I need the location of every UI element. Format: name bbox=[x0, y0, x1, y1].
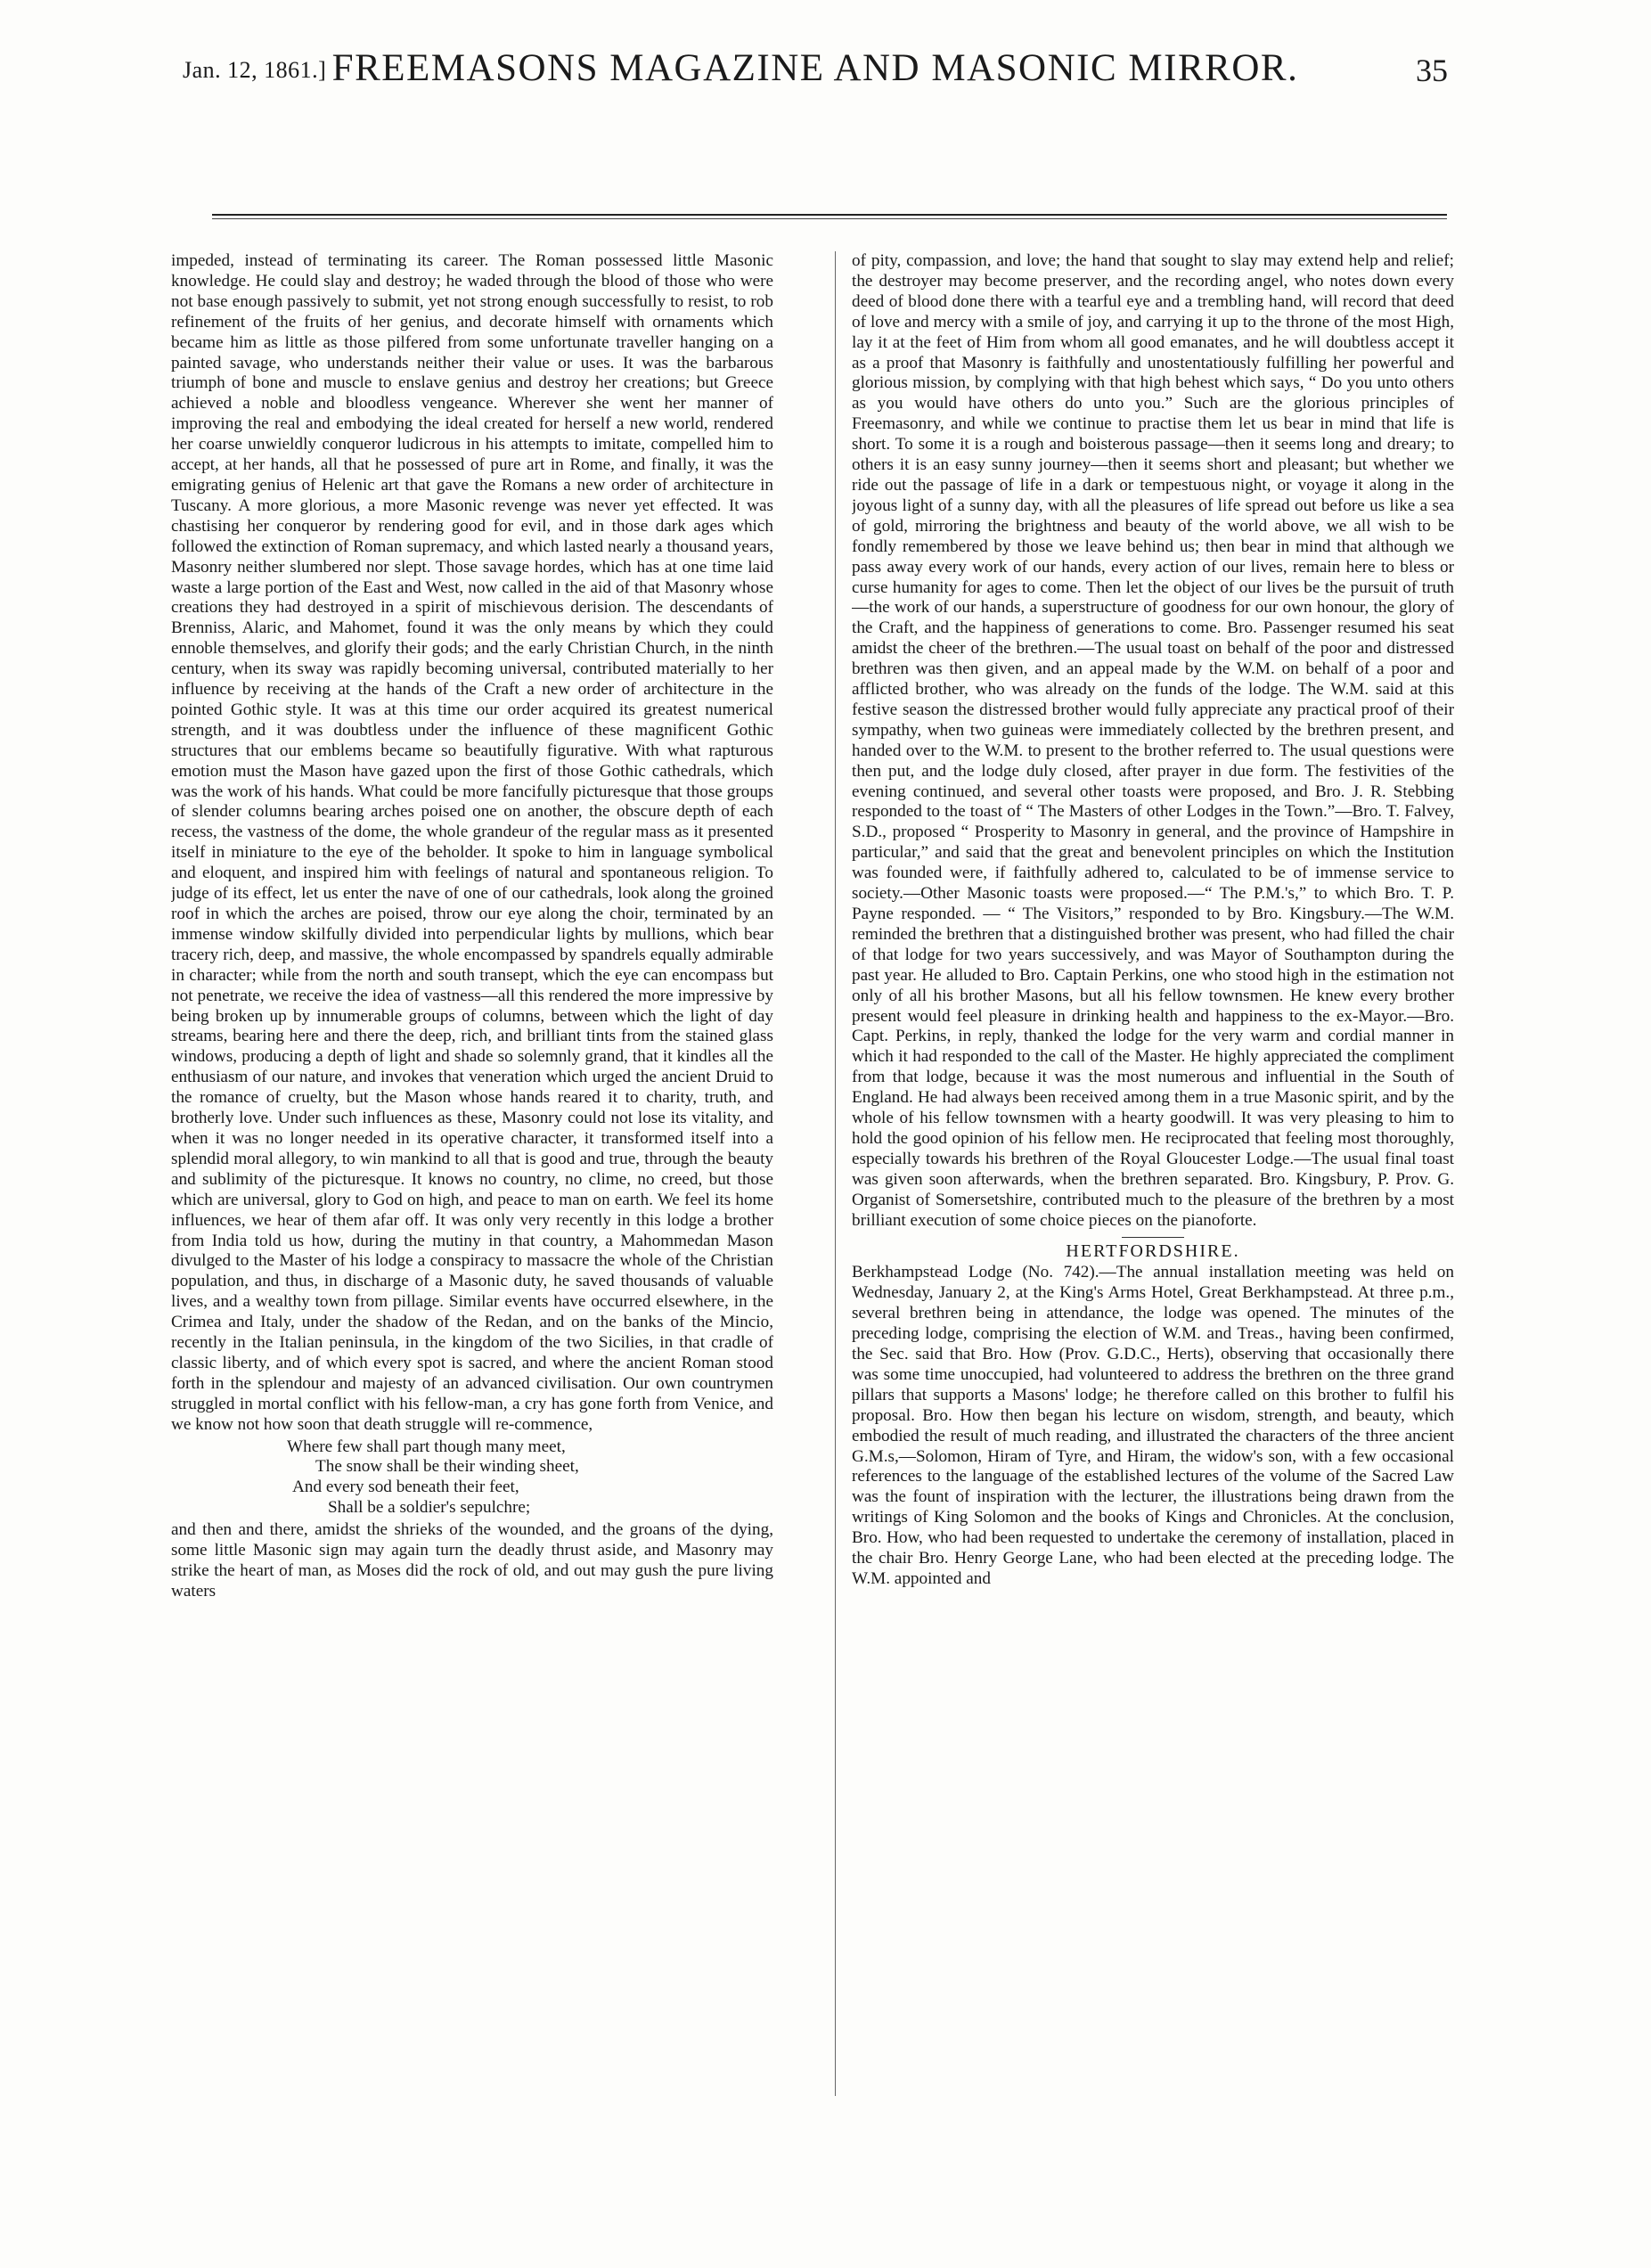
column-divider bbox=[835, 251, 836, 2096]
header-rule-thin bbox=[212, 218, 1447, 219]
section-heading: HERTFORDSHIRE. bbox=[1066, 1240, 1240, 1261]
page-number: 35 bbox=[1416, 53, 1448, 88]
magazine-title: FREEMASONS MAGAZINE AND MASONIC MIRROR. bbox=[331, 47, 1299, 89]
poem-quote bbox=[171, 1437, 773, 1519]
lodge-report-paragraph: Berkhampstead Lodge (No. 742).—The annual installation meeting was held on Wednesday, January 2, at the King's Arms Hotel, Great Berkhampstead. At three p.m., several brethren being in attendance, the lodge was opened. The minutes of the preceding lodge, comprising the election of W.M. and Treas., having been confirmed, the Sec. said that Bro. How (Prov. G.D.C., Herts), observing that occasionally there was some time unoccupied, had volunteered to address the brethren on the three grand pillars that supports a Masons' lodge; he therefore called on this brother to fulfil his proposal. Bro. How then began his lecture on wisdom, strength, and beauty, which embodied the result of much reading, and illustrated the characters of the three ancient G.M.s,—Solomon, Hiram of Tyre, and Hiram, the widow's son, with a few occasional references to the language of the established lectures of the volume of the Sacred Law was the fount of inspiration with the lecturer, the illustrations being drawn from the writings of King Solomon and the books of Kings and Chronicles. At the conclusion, Bro. How, who had been requested to undertake the ceremony of installation, placed in the chair Bro. Henry George Lane, who had been elected at the preceding lodge. The W.M. appointed and bbox=[852, 1263, 1454, 1588]
header-rule bbox=[212, 214, 1447, 216]
poem-line: Where few shall part though many meet, bbox=[287, 1437, 566, 1456]
left-column bbox=[171, 251, 773, 2096]
page-header bbox=[183, 46, 1448, 100]
section-divider bbox=[1122, 1237, 1184, 1238]
poem-line: The snow shall be their winding sheet, bbox=[315, 1457, 579, 1477]
poem-line: Shall be a soldier's sepulchre; bbox=[328, 1498, 531, 1518]
right-column bbox=[852, 251, 1454, 2096]
article-paragraph: of pity, compassion, and love; the hand that sought to slay may extend help and relief; the destroyer may become preserver, and the recording angel, who notes down every deed of blood done there with a tearful eye and a trembling hand, will record that deed of love and mercy with a smile of joy, and carrying it up to the throne of the most High, lay it at the feet of Him from whom all good emanates, and he will doubtless accept it as a proof that Masonry is faithfully and unostentatiously fulfilling her powerful and glorious mission, by complying with that high behest which says, “ Do you unto others as you would have others do unto you.” Such are the glorious principles of Freemasonry, and while we continue to practise them let us bear in mind that life is short. To some it is a rough and boisterous passage—then it seems long and dreary; to others it is an easy sunny journey—then it seems short and pleasant; but whether we ride out the passage of life in a dark or tempestuous night, or voyage it along in the joyous light of a sunny day, with all the pleasures of life spread out before us like a sea of gold, mirroring the brightness and beauty of the world above, we all wish to be fondly remembered by those we leave behind us; then bear in mind that although we pass away every work of our hands, every action of our lives, remain here to bless or curse humanity for ages to come. Then let the object of our lives be the pursuit of truth—the work of our hands, a superstructure of goodness for our own honour, the glory of the Craft, and the happiness of generations to come. Bro. Passenger resumed his seat amidst the cheer of the brethren.—The usual toast on behalf of the poor and distressed brethren was then given, and an appeal made by the W.M. on behalf of a poor and afflicted brother, who was already on the funds of the lodge. The W.M. said at this festive season the distressed brother would fully appreciate any practical proof of their sympathy, when two guineas were immediately collected by the brethren present, and handed over to the W.M. to present to the brother referred to. The usual questions were then put, and the lodge duly closed, after prayer in due form. The festivities of the evening continued, and several other toasts were proposed, and Bro. J. R. Stebbing responded to the toast of “ The Masters of other Lodges in the Town.”—Bro. T. Falvey, S.D., proposed “ Prosperity to Masonry in general, and the province of Hampshire in particular,” and said that the great and benevolent principles on which the Institution was founded were, if faithfully adhered to, calculated to be of immense service to society.—Other Masonic toasts were proposed.—“ The P.M.'s,” to which Bro. T. P. Payne responded. — “ The Visitors,” responded to by Bro. Kingsbury.—The W.M. reminded the brethren that a distinguished brother was present, who had filled the chair of that lodge for two years successively, and was Mayor of Southampton during the past year. He alluded to Bro. Captain Perkins, one who stood high in the estimation not only of all his brother Masons, but all his fellow townsmen. He knew every brother present would feel pleasure in drinking health and happiness to the ex-Mayor.—Bro. Capt. Perkins, in reply, thanked the lodge for the very warm and cordial manner in which it had responded to the call of the Master. He highly appreciated the compliment from that lodge, because it was the most numerous and influential in the South of England. He had always been received among them in a true Masonic spirit, and by the whole of his fellow townsmen with a hearty goodwill. It was very pleasing to him to hold the good opinion of his fellow men. He reciprocated that feeling most thoroughly, especially towards his brethren of the Royal Gloucester Lodge.—The usual final toast was given soon afterwards, when the brethren separated. Bro. Kingsbury, P. Prov. G. Organist of Somersetshire, contributed much to the pleasure of the brethren by a most brilliant execution of some choice pieces on the pianoforte. bbox=[852, 251, 1454, 1230]
article-paragraph: impeded, instead of terminating its career. The Roman possessed little Masonic knowledge. He could slay and destroy; he waded through the blood of those who were not base enough passively to submit, yet not strong enough successfully to resist, to rob refinement of the fruits of her genius, and decorate himself with ornaments which became him as little as those pilfered from some unfortunate traveller hanging on a painted savage, who understands neither their value or uses. It was the barbarous triumph of bone and muscle to enslave genius and destroy her creations; but Greece achieved a noble and bloodless vengeance. Wherever she went her manner of improving the real and embodying the ideal created for herself a new world, rendered her coarse unwieldly conqueror ludicrous in his attempts to imitate, compelled him to accept, at her hands, all that he possessed of pure art in Rome, and finally, it was the emigrating genius of Helenic art that gave the Romans a new order of architecture in Tuscany. A more glorious, a more Masonic revenge was never yet effected. It was chastising her conqueror by rendering good for evil, and in those dark ages which followed the extinction of Roman supremacy, and which lasted nearly a thousand years, Masonry neither slumbered nor slept. Those savage hordes, which has at one time laid waste a large portion of the East and West, now called in the aid of that Masonry whose creations they had destroyed in a spirit of mischievous derision. The descendants of Brenniss, Alaric, and Mahomet, found it was the only means by which they could ennoble themselves, and glorify their gods; and the early Christian Church, in the ninth century, when its sway was rapidly becoming universal, contributed materially to her influence by receiving at the hands of the Craft a new order of architecture in the pointed Gothic style. It was at this time our order acquired its greatest numerical strength, and it was doubtless under the influence of these magnificent Gothic structures that our emblems became so beautifully figurative. With what rapturous emotion must the Mason have gazed upon the first of those Gothic cathedrals, which was the work of his hands. What could be more fancifully picturesque that those groups of slender columns bearing arches poised one on another, the obscure depth of each recess, the vastness of the dome, the whole grandeur of the regular mass as it presented itself in miniature to the eye of the beholder. It spoke to him in language symbolical and eloquent, and inspired him with feelings of natural and spontaneous religion. To judge of its effect, let us enter the nave of one of our cathedrals, look along the groined roof in which the arches are poised, throw our eye along the choir, terminated by an immense window skilfully divided into perpendicular lights by mullions, which bear tracery rich, deep, and massive, the whole encompassed by spandrels equally admirable in character; while from the north and south transept, which the eye can encompass but not penetrate, we receive the idea of vastness—all this rendered the more impressive by being broken up by innumerable groups of columns, between which the light of day streams, bearing here and there the deep, rich, and brilliant tints from the stained glass windows, producing a depth of light and shade so solemnly grand, that it kindles all the enthusiasm of our nature, and invokes that veneration which urged the ancient Druid to the romance of cruelty, but the Mason whose hands reared it to charity, truth, and brotherly love. Under such influences as these, Masonry could not lose its vitality, and when it was no longer needed in its operative character, it transformed itself into a splendid moral allegory, to win mankind to all that is good and true, through the beauty and sublimity of the picturesque. It knows no country, no clime, no creed, but those which are universal, glory to God on high, and peace to man on earth. We feel its home influences, we hear of them afar off. It was only very recently in this lodge a brother from India told us how, during the mutiny in that country, a Mahommedan Mason divulged to the Master of his lodge a conspiracy to massacre the whole of the Christian population, and thus, in discharge of a Masonic duty, he saved thousands of valuable lives, and a wealthy town from pillage. Similar events have occurred elsewhere, in the Crimea and Italy, under the shadow of the Redan, and on the banks of the Mincio, recently in the Italian peninsula, in the kingdom of the two Sicilies, in that cradle of classic liberty, and of which every spot is sacred, and where the ancient Roman stood forth in the splendour and majesty of an advanced civilisation. Our own countrymen struggled in mortal conflict with his fellow-man, a cry has gone forth from Venice, and we know not how soon that death struggle will re-commence, bbox=[171, 251, 773, 1434]
issue-date: Jan. 12, 1861.] bbox=[183, 57, 327, 83]
poem-line: And every sod beneath their feet, bbox=[292, 1478, 519, 1497]
article-paragraph: and then and there, amidst the shrieks of the wounded, and the groans of the dying, some little Masonic sign may again turn the deadly thrust aside, and Masonry may strike the heart of man, as Moses did the rock of old, and out may gush the pure living waters bbox=[171, 1520, 773, 1601]
